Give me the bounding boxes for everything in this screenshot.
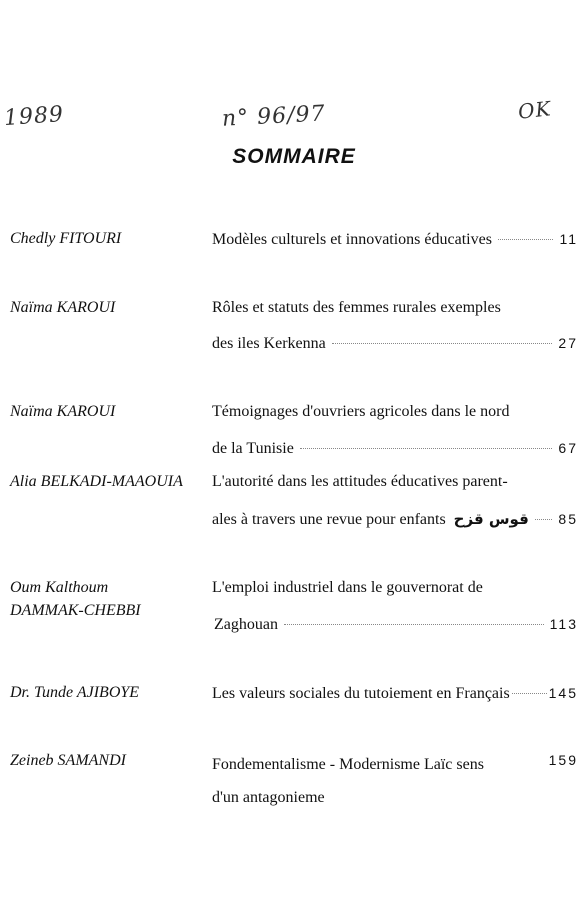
toc-title-line — [212, 508, 578, 531]
toc-title-line — [212, 577, 578, 599]
dot-leader — [512, 693, 547, 694]
toc-title-text: d'un antagonieme — [212, 789, 325, 806]
toc-title-text: Témoignages d'ouvriers agricoles dans le nord — [212, 403, 510, 420]
toc-title-text: des iles Kerkenna — [212, 335, 326, 352]
handwritten-ok-mark: OK — [516, 96, 553, 124]
toc-page-number: 11 — [559, 231, 578, 247]
toc-author: Naïma KAROUI — [10, 299, 116, 316]
toc-author: Dr. Tunde AJIBOYE — [10, 684, 140, 701]
toc-title-text: de la Tunisie — [212, 440, 294, 457]
handwritten-issue-number: n° 96/97 — [221, 101, 327, 132]
toc-page-number: 27 — [558, 335, 578, 351]
dot-leader — [284, 624, 544, 625]
toc-author: Alia BELKADI-MAAOUIA — [10, 473, 183, 490]
toc-title-text: L'autorité dans les attitudes éducatives parent- — [212, 473, 508, 490]
toc-title-line — [212, 228, 578, 251]
toc-page-number: 159 — [548, 752, 578, 768]
toc-title-text: Rôles et statuts des femmes rurales exemples — [212, 299, 501, 316]
toc-author: Naïma KAROUI — [10, 403, 116, 420]
toc-title-text: Fondementalisme - Modernisme Laïc sens — [212, 756, 484, 773]
toc-title-text: ales à travers une revue pour enfants — [212, 511, 446, 528]
toc-page-number: 113 — [549, 616, 578, 632]
toc-title-line — [212, 332, 578, 355]
toc-title-line — [212, 753, 578, 776]
toc-title-line — [212, 471, 578, 493]
toc-author: DAMMAK-CHEBBI — [10, 602, 141, 619]
toc-author: Zeineb SAMANDI — [10, 752, 126, 769]
toc-title-line — [212, 613, 578, 636]
toc-author: Chedly FITOURI — [10, 230, 122, 247]
toc-page-number: 67 — [558, 440, 578, 456]
toc-title-line — [212, 437, 578, 460]
dot-leader — [535, 519, 553, 520]
toc-title-text: Zaghouan — [214, 616, 278, 633]
toc-title-line — [212, 787, 578, 809]
toc-page-number: 145 — [548, 685, 578, 701]
handwritten-year: 1989 — [3, 101, 65, 132]
toc-page-number: 85 — [558, 511, 578, 527]
toc-title-text: L'emploi industriel dans le gouvernorat de — [212, 579, 483, 596]
dot-leader — [498, 239, 554, 240]
arabic-title: قوس قزح — [453, 510, 529, 528]
toc-title-text: Les valeurs sociales du tutoiement en Français — [212, 685, 510, 702]
toc-title-text: Modèles culturels et innovations éducatives — [212, 231, 492, 248]
toc-author: Oum Kalthoum — [10, 579, 109, 596]
toc-title-line — [212, 682, 578, 705]
toc-title-line — [212, 297, 578, 319]
dot-leader — [332, 343, 553, 344]
page-title: SOMMAIRE — [232, 145, 356, 168]
dot-leader — [300, 448, 553, 449]
toc-title-line — [212, 401, 578, 423]
